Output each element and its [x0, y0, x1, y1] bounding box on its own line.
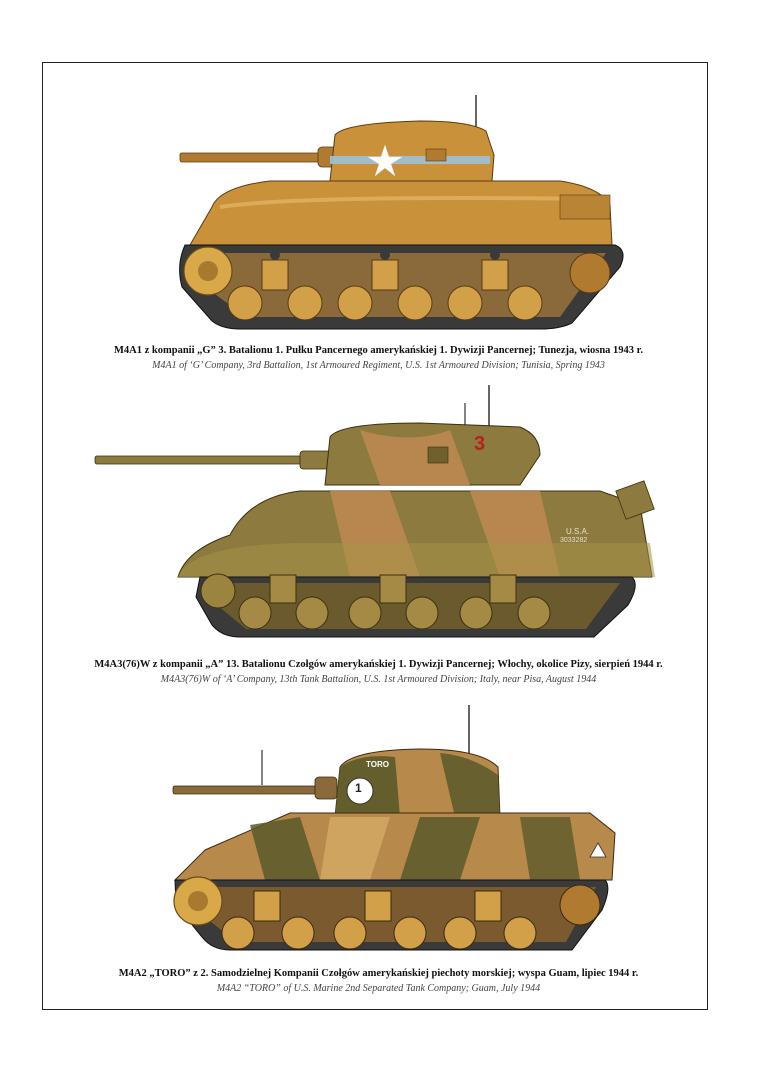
caption-pl-1: M4A1 z kompanii „G” 3. Batalionu 1. Pułku Pancernego amerykańskiej 1. Dywizji Pancernej; Tunezja, wiosna 1943 r.	[114, 345, 643, 356]
caption-en-3: M4A2 “TORO” of U.S. Marine 2nd Separated Tank Company; Guam, July 1944	[216, 983, 541, 994]
caption-en-1: M4A1 of ‘G’ Company, 3rd Battalion, 1st Armoured Regiment, U.S. 1st Armoured Division; Tunisia, Spring 1943	[152, 360, 605, 371]
turret-number: 3	[474, 433, 486, 455]
caption-pl-2: M4A3(76)W z kompanii „A” 13. Batalionu Czołgów amerykańskiej 1. Dywizji Pancernej; Włochy, okolice Pizy, sierpień 1944 r.	[94, 659, 663, 670]
hull-marking-usa: U.S.A.	[566, 527, 590, 536]
caption-pl-3: M4A2 „TORO” z 2. Samodzielnej Kompanii Czołgów amerykańskiej piechoty morskiej; wyspa Guam, lipiec 1944 r.	[118, 968, 639, 979]
tank-illustration-m4a2-toro	[0, 705, 757, 960]
tank-illustration-m4a3-76w	[0, 385, 757, 645]
turret-number: 1	[355, 781, 362, 795]
hull-serial-number: 3033282	[560, 537, 588, 544]
turret-name: TORO	[366, 760, 389, 769]
caption-en-2: M4A3(76)W of ‘A’ Company, 13th Tank Battalion, U.S. 1st Armoured Division; Italy, near Pisa, August 1944	[160, 674, 597, 685]
tank-illustration-m4a1	[0, 95, 757, 335]
